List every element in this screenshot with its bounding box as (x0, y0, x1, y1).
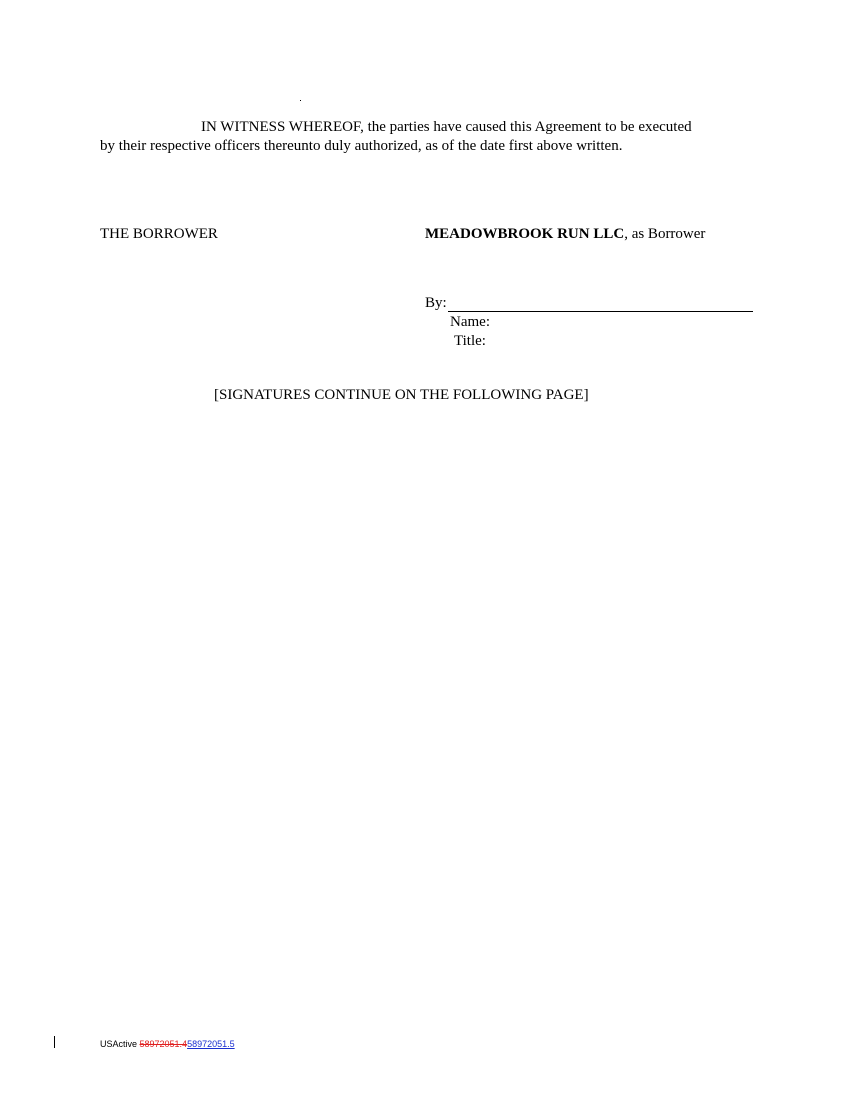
deleted-document-id: 58972051.4 (139, 1039, 188, 1049)
party-label: THE BORROWER (100, 226, 218, 242)
entity-role: , as Borrower (624, 226, 706, 242)
entity-designation (425, 226, 705, 243)
revision-change-bar (54, 1036, 55, 1048)
signatures-continue-note: [SIGNATURES CONTINUE ON THE FOLLOWING PAGE] (214, 387, 589, 403)
witness-clause-line-2: by their respective officers thereunto duly authorized, as of the date first above written. (100, 138, 623, 154)
signature-line (448, 296, 753, 312)
signer-name-label: Name: (450, 314, 490, 330)
signer-title-label: Title: (454, 333, 486, 349)
entity-name: MEADOWBROOK RUN LLC (425, 226, 625, 242)
footer-prefix: USActive (100, 1039, 140, 1049)
witness-clause-line-1: IN WITNESS WHEREOF, the parties have caused this Agreement to be executed (201, 119, 692, 135)
document-footer (100, 1039, 235, 1049)
stray-mark (300, 100, 301, 101)
signature-by-row (425, 295, 753, 312)
by-label: By: (425, 295, 447, 311)
witness-clause (100, 118, 760, 156)
inserted-document-id: 58972051.5 (187, 1039, 235, 1049)
